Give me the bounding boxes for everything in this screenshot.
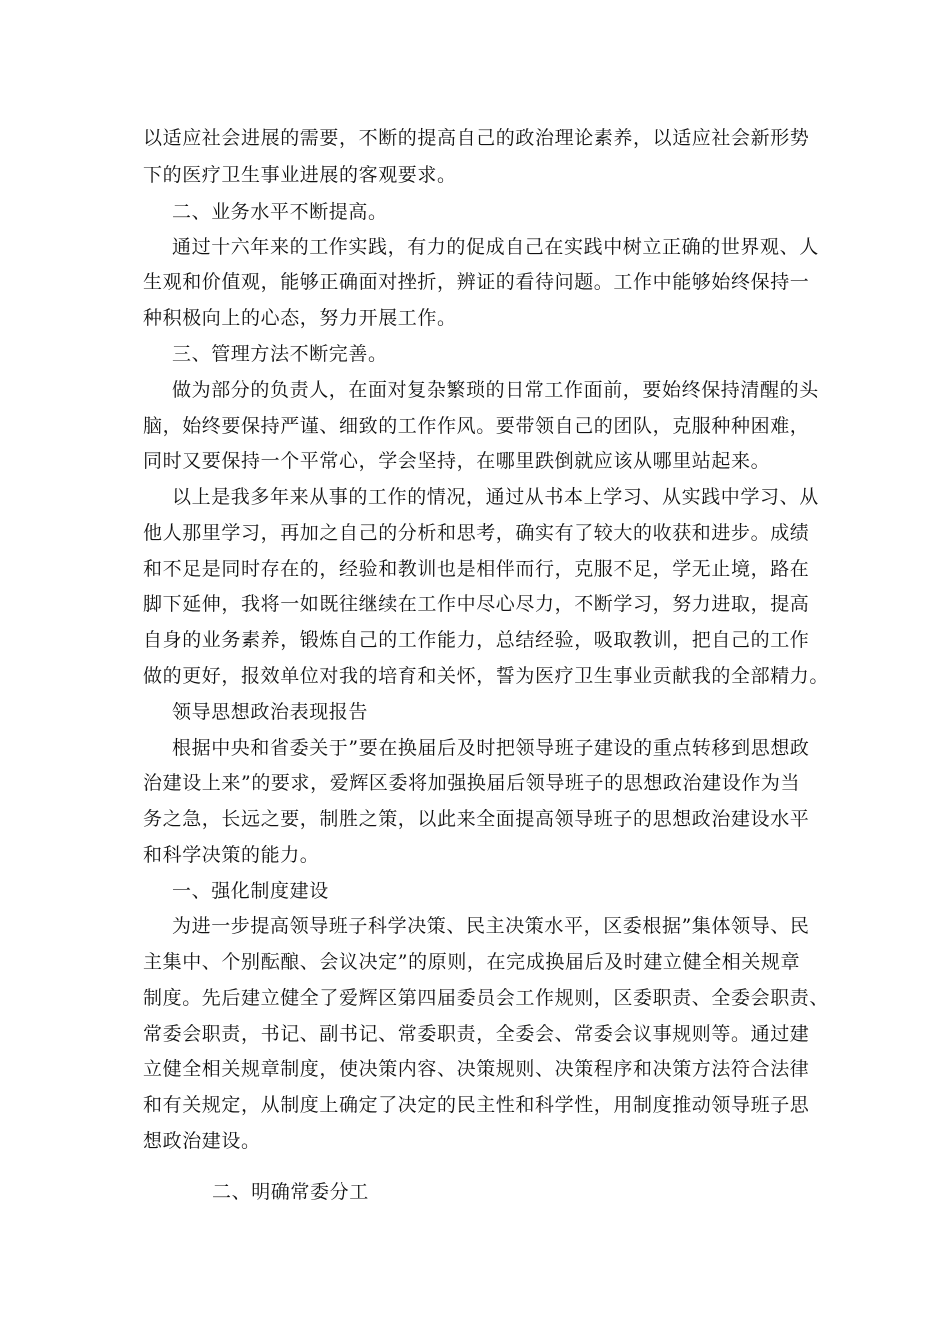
- text-line: 以上是我多年来从事的工作的情况，通过从书本上学习、从实践中学习、从: [172, 486, 819, 508]
- text-line: 他人那里学习，再加之自己的分析和思考，确实有了较大的收获和进步。成绩: [143, 522, 810, 544]
- text-line: 立健全相关规章制度，使决策内容、决策规则、决策程序和决策方法符合法律: [143, 1058, 810, 1080]
- text-line: 脚下延伸，我将一如既往继续在工作中尽心尽力，不断学习，努力进取，提高: [143, 593, 810, 615]
- text-line: 种积极向上的心态，努力开展工作。: [143, 307, 457, 329]
- text-line: 自身的业务素养，锻炼自己的工作能力，总结经验，吸取教训，把自己的工作: [143, 629, 810, 651]
- text-line: 和不足是同时存在的，经验和教训也是相伴而行，克服不足，学无止境，路在: [143, 558, 810, 580]
- section-heading: 一、强化制度建设: [172, 880, 329, 902]
- text-line: 同时又要保持一个平常心，学会坚持，在哪里跌倒就应该从哪里站起来。: [143, 450, 771, 472]
- section-heading: 三、管理方法不断完善。: [172, 343, 388, 365]
- report-title: 领导思想政治表现报告: [172, 701, 369, 723]
- text-line: 以适应社会进展的需要，不断的提高自己的政治理论素养，以适应社会新形势: [143, 127, 810, 149]
- text-line: 务之急，长远之要，制胜之策，以此来全面提高领导班子的思想政治建设水平: [143, 808, 810, 830]
- section-heading: 二、业务水平不断提高。: [172, 201, 388, 223]
- text-line: 想政治建设。: [143, 1130, 261, 1152]
- text-line: 制度。先后建立健全了爱辉区第四届委员会工作规则，区委职责、全委会职责、: [143, 987, 830, 1009]
- text-line: 脑，始终要保持严谨、细致的工作作风。要带领自己的团队，克服种种困难，: [143, 415, 810, 437]
- section-heading: 二、明确常委分工: [212, 1181, 369, 1203]
- text-line: 为进一步提高领导班子科学决策、民主决策水平，区委根据”集体领导、民: [172, 915, 810, 937]
- text-line: 做的更好，报效单位对我的培育和关怀，誓为医疗卫生事业贡献我的全部精力。: [143, 665, 830, 687]
- text-line: 根据中央和省委关于”要在换届后及时把领导班子建设的重点转移到思想政: [172, 737, 810, 759]
- text-line: 和有关规定，从制度上确定了决定的民主性和科学性，用制度推动领导班子思: [143, 1094, 810, 1116]
- text-line: 治建设上来”的要求，爱辉区委将加强换届后领导班子的思想政治建设作为当: [143, 772, 801, 794]
- text-line: 做为部分的负责人，在面对复杂繁琐的日常工作面前，要始终保持清醒的头: [172, 379, 819, 401]
- text-line: 主集中、个别酝酿、会议决定”的原则，在完成换届后及时建立健全相关规章: [143, 951, 801, 973]
- text-line: 常委会职责，书记、副书记、常委职责，全委会、常委会议事规则等。通过建: [143, 1023, 810, 1045]
- text-line: 下的医疗卫生事业进展的客观要求。: [143, 164, 457, 186]
- text-line: 生观和价值观，能够正确面对挫折，辨证的看待问题。工作中能够始终保持一: [143, 271, 810, 293]
- text-line: 通过十六年来的工作实践，有力的促成自己在实践中树立正确的世界观、人: [172, 236, 819, 258]
- text-line: 和科学决策的能力。: [143, 844, 320, 866]
